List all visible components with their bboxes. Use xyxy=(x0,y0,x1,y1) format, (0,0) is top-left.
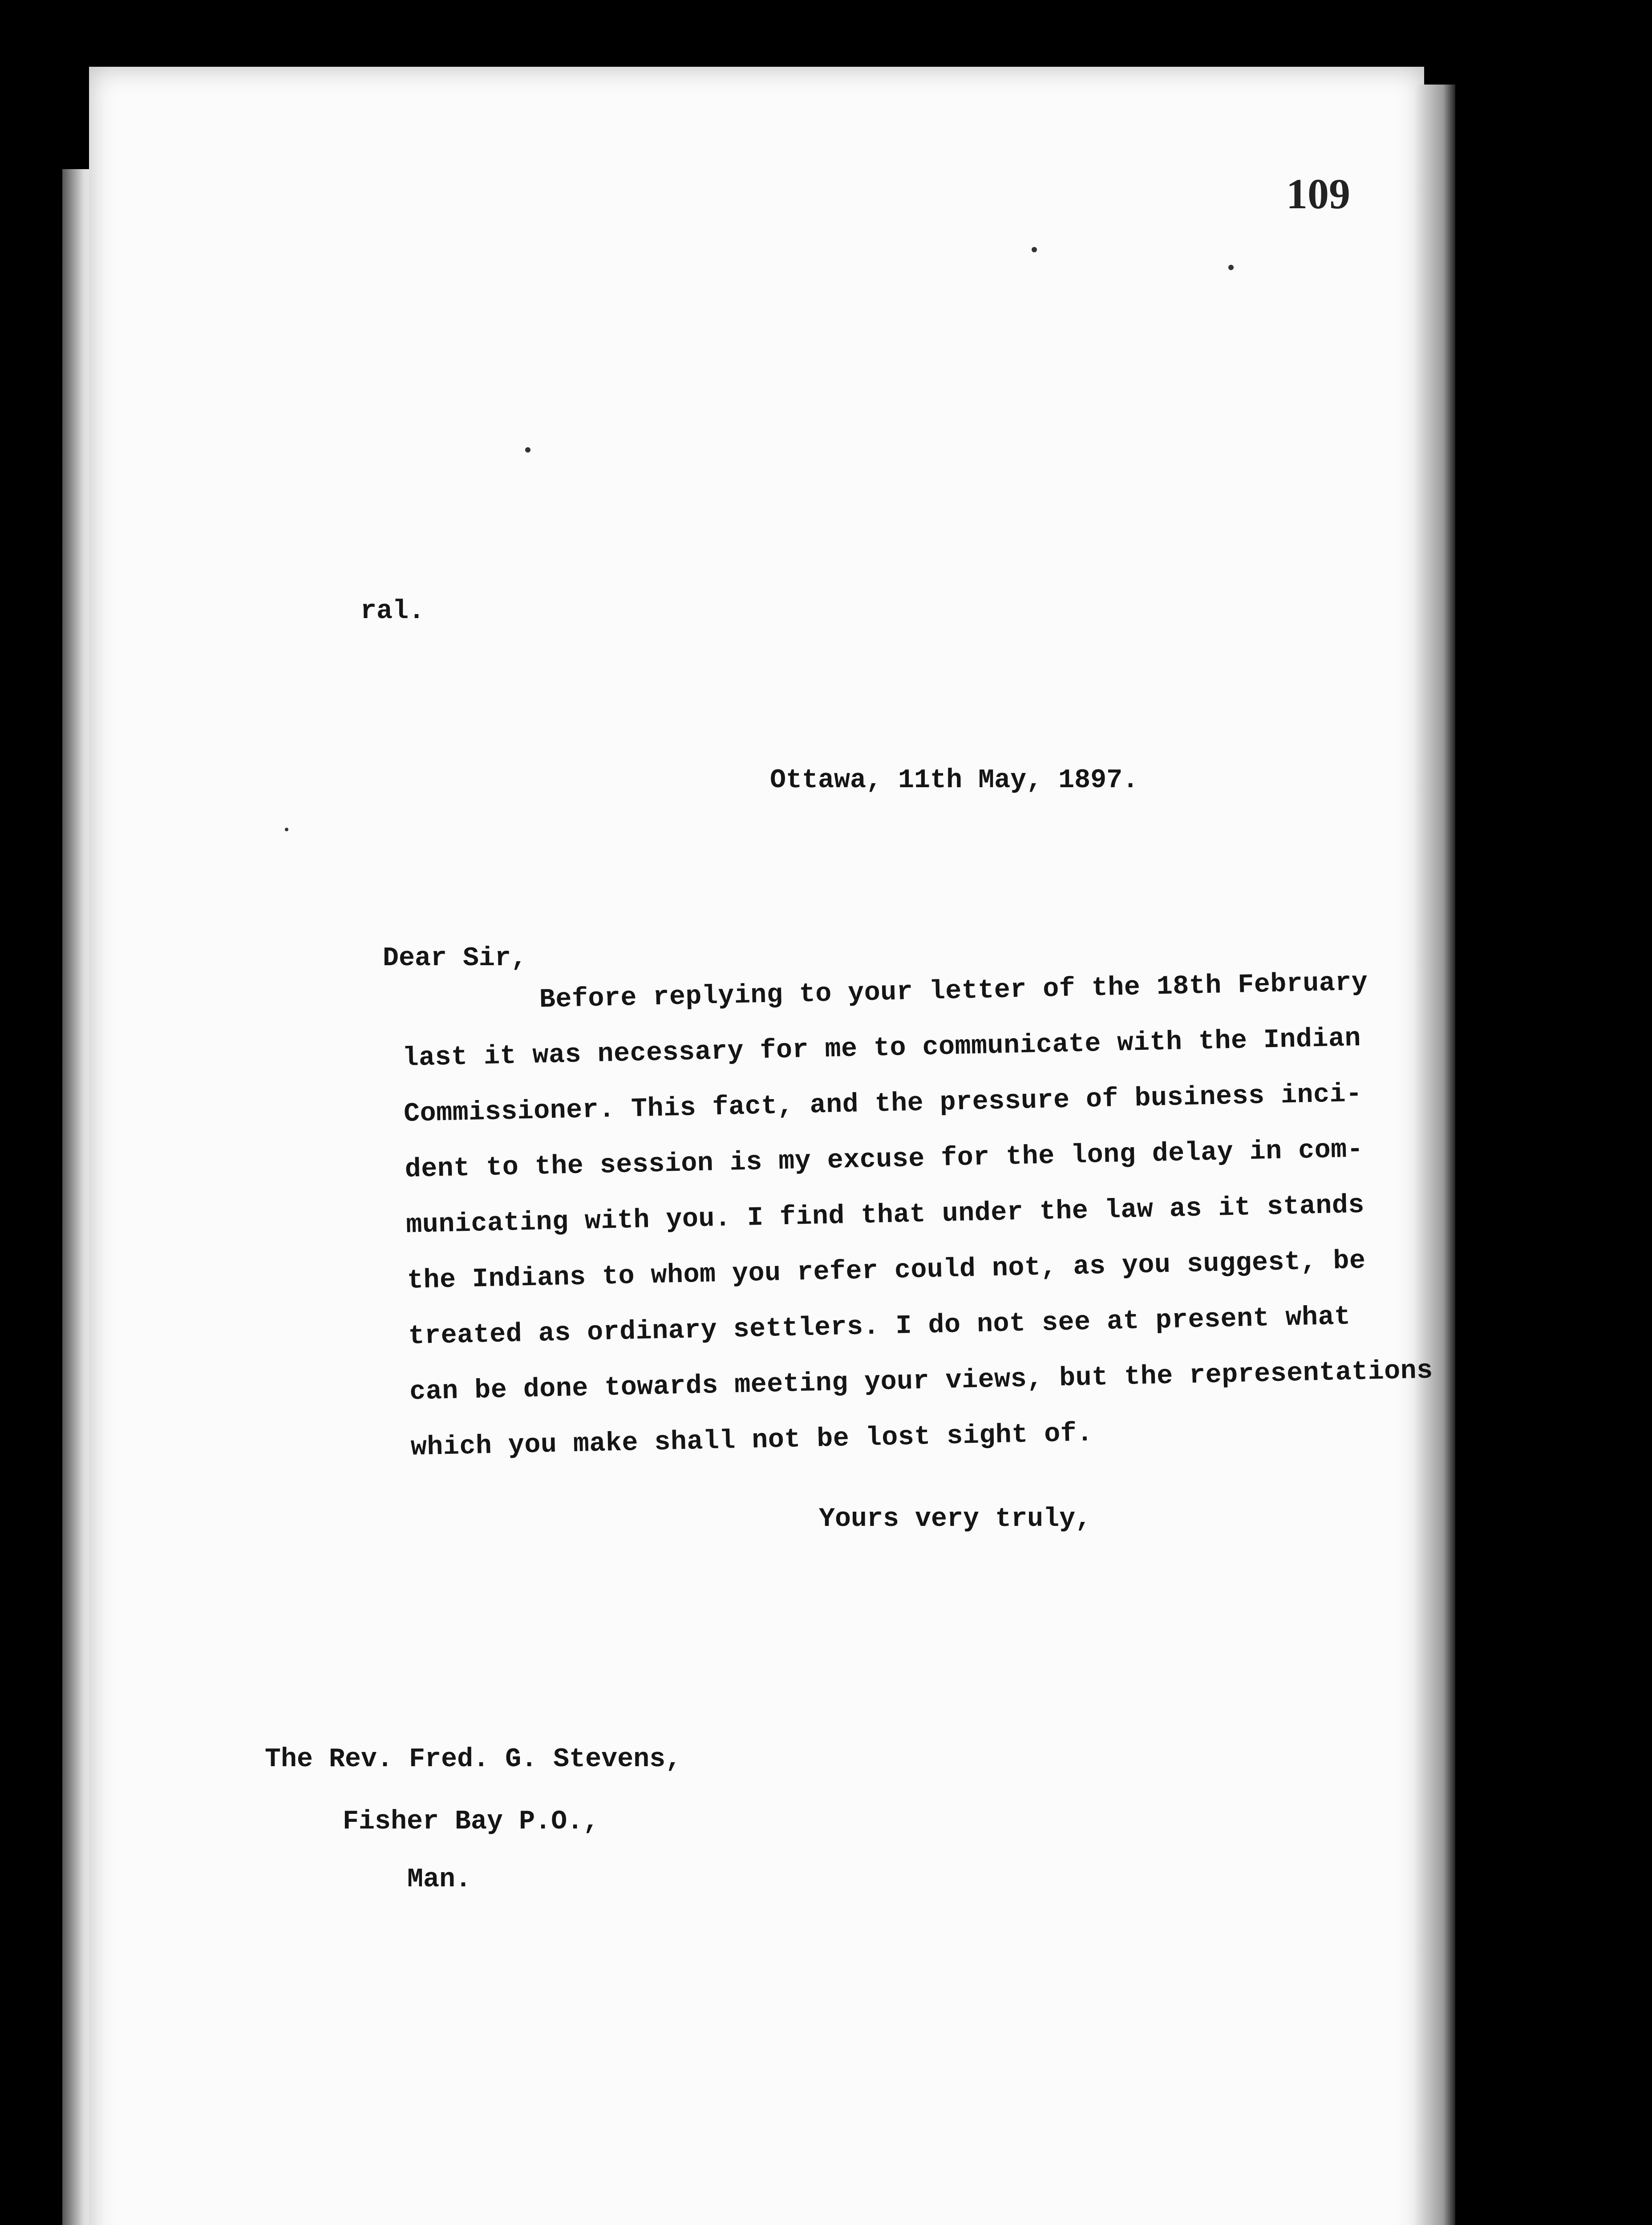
letter-body xyxy=(401,940,1435,1473)
ink-speck xyxy=(285,828,288,831)
body-line: treated as ordinary settlers. I do not see at present what xyxy=(408,1302,1351,1352)
ink-speck xyxy=(1032,247,1037,252)
page-number: 109 xyxy=(1286,170,1350,218)
closing: Yours very truly, xyxy=(819,1504,1092,1534)
body-line: dent to the session is my excuse for the long delay in com- xyxy=(405,1134,1364,1185)
dateline: Ottawa, 11th May, 1897. xyxy=(770,765,1139,796)
body-line: which you make shall not be lost sight of. xyxy=(410,1418,1093,1463)
body-line: Commissioner. This fact, and the pressure of business inci- xyxy=(403,1079,1363,1129)
body-line: the Indians to whom you refer could not, as you suggest, be xyxy=(407,1246,1366,1296)
ink-speck xyxy=(1228,265,1234,270)
file-reference: ral. xyxy=(360,596,425,627)
body-line: can be done towards meeting your views, but the representations xyxy=(409,1355,1433,1408)
ink-speck xyxy=(525,447,530,453)
salutation: Dear Sir, xyxy=(383,943,527,974)
body-line: last it was necessary for me to communicate with the Indian xyxy=(402,1023,1361,1074)
addressee-place: Fisher Bay P.O., xyxy=(343,1807,599,1837)
addressee-province: Man. xyxy=(407,1865,472,1895)
addressee-name: The Rev. Fred. G. Stevens, xyxy=(265,1744,682,1775)
body-line: Before replying to your letter of the 18th February xyxy=(539,967,1369,1015)
body-line: municating with you. I find that under the law as it stands xyxy=(405,1190,1365,1241)
